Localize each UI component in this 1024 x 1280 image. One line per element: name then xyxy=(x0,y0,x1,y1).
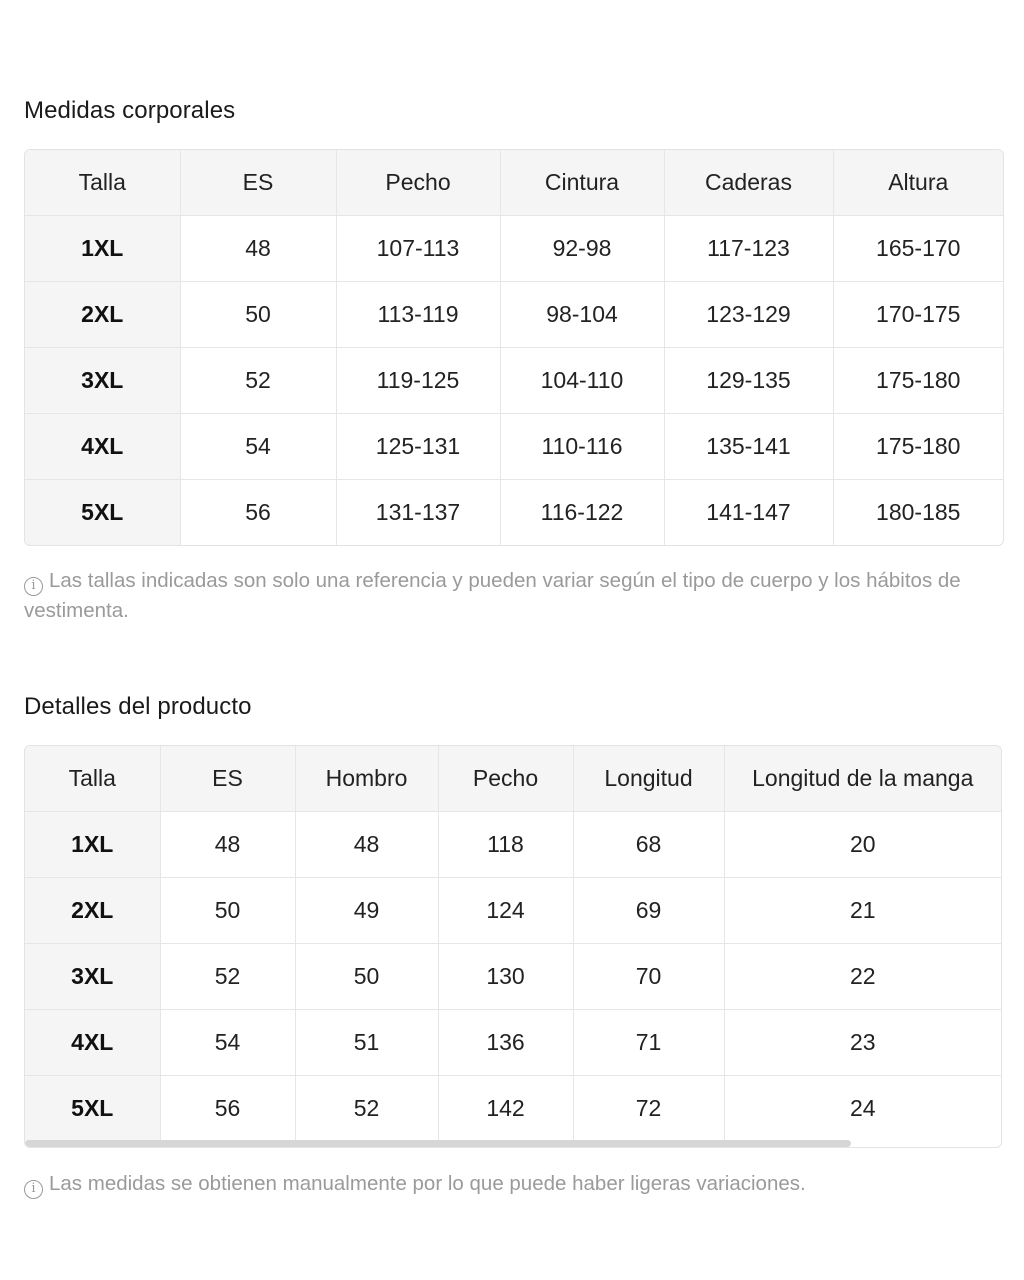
section-title-body-measurements: Medidas corporales xyxy=(24,97,236,124)
column-header: Talla xyxy=(25,150,180,216)
table-cell: 69 xyxy=(573,878,724,944)
scrollbar-thumb[interactable] xyxy=(25,1140,851,1147)
size-cell: 5XL xyxy=(25,480,180,546)
table-cell: 54 xyxy=(160,1010,295,1076)
table-cell: 107-113 xyxy=(336,216,500,282)
table-cell: 52 xyxy=(180,348,336,414)
table-header-row xyxy=(25,746,1001,812)
size-cell: 4XL xyxy=(25,414,180,480)
table-cell: 56 xyxy=(180,480,336,546)
info-icon: i xyxy=(24,577,43,596)
table-cell: 68 xyxy=(573,812,724,878)
table-cell: 71 xyxy=(573,1010,724,1076)
size-cell: 5XL xyxy=(25,1076,160,1142)
table-cell: 23 xyxy=(724,1010,1001,1076)
table-cell: 49 xyxy=(295,878,438,944)
note-text: Las tallas indicadas son solo una referencia y pueden variar según el tipo de cuerpo y los hábitos de vestimenta. xyxy=(24,569,961,622)
table-cell: 123-129 xyxy=(664,282,833,348)
column-header: Longitud de la manga xyxy=(724,746,1001,812)
size-cell: 1XL xyxy=(25,812,160,878)
table-cell: 52 xyxy=(160,944,295,1010)
table-cell: 141-147 xyxy=(664,480,833,546)
body-measurements-table-container xyxy=(24,149,1004,546)
column-header: ES xyxy=(180,150,336,216)
column-header: Altura xyxy=(833,150,1003,216)
table-cell: 119-125 xyxy=(336,348,500,414)
table-cell: 116-122 xyxy=(500,480,664,546)
size-cell: 3XL xyxy=(25,348,180,414)
table-cell: 136 xyxy=(438,1010,573,1076)
table-cell: 70 xyxy=(573,944,724,1010)
table-cell: 104-110 xyxy=(500,348,664,414)
table-cell: 48 xyxy=(180,216,336,282)
table-cell: 56 xyxy=(160,1076,295,1142)
table-cell: 125-131 xyxy=(336,414,500,480)
table-cell: 118 xyxy=(438,812,573,878)
table-cell: 92-98 xyxy=(500,216,664,282)
column-header: Caderas xyxy=(664,150,833,216)
table-cell: 50 xyxy=(160,878,295,944)
table-cell: 48 xyxy=(295,812,438,878)
size-cell: 4XL xyxy=(25,1010,160,1076)
size-cell: 3XL xyxy=(25,944,160,1010)
table-cell: 170-175 xyxy=(833,282,1003,348)
table-cell: 21 xyxy=(724,878,1001,944)
size-cell: 1XL xyxy=(25,216,180,282)
product-details-table xyxy=(25,746,1001,1141)
column-header: Cintura xyxy=(500,150,664,216)
section-title-product-details: Detalles del producto xyxy=(24,693,252,720)
table-row xyxy=(25,480,1003,546)
table-row xyxy=(25,1076,1001,1142)
table-cell: 51 xyxy=(295,1010,438,1076)
column-header: ES xyxy=(160,746,295,812)
table-cell: 72 xyxy=(573,1076,724,1142)
table-cell: 165-170 xyxy=(833,216,1003,282)
body-measurements-note xyxy=(24,566,984,625)
table-cell: 50 xyxy=(295,944,438,1010)
table-row xyxy=(25,414,1003,480)
table-row xyxy=(25,348,1003,414)
table-row xyxy=(25,878,1001,944)
table-cell: 180-185 xyxy=(833,480,1003,546)
column-header: Talla xyxy=(25,746,160,812)
table-header-row xyxy=(25,150,1003,216)
table-cell: 24 xyxy=(724,1076,1001,1142)
table-cell: 22 xyxy=(724,944,1001,1010)
table-cell: 110-116 xyxy=(500,414,664,480)
table-cell: 175-180 xyxy=(833,414,1003,480)
size-cell: 2XL xyxy=(25,282,180,348)
table-cell: 98-104 xyxy=(500,282,664,348)
column-header: Hombro xyxy=(295,746,438,812)
table-cell: 48 xyxy=(160,812,295,878)
table-cell: 50 xyxy=(180,282,336,348)
table-row xyxy=(25,944,1001,1010)
info-icon: i xyxy=(24,1180,43,1199)
column-header: Pecho xyxy=(336,150,500,216)
table-row xyxy=(25,812,1001,878)
table-cell: 142 xyxy=(438,1076,573,1142)
table-cell: 54 xyxy=(180,414,336,480)
table-row xyxy=(25,282,1003,348)
product-details-table-container[interactable] xyxy=(24,745,1002,1148)
body-measurements-table xyxy=(25,150,1003,545)
note-text: Las medidas se obtienen manualmente por lo que puede haber ligeras variaciones. xyxy=(49,1172,806,1195)
table-cell: 135-141 xyxy=(664,414,833,480)
table-cell: 124 xyxy=(438,878,573,944)
size-cell: 2XL xyxy=(25,878,160,944)
table-cell: 129-135 xyxy=(664,348,833,414)
column-header: Longitud xyxy=(573,746,724,812)
table-cell: 52 xyxy=(295,1076,438,1142)
table-row xyxy=(25,1010,1001,1076)
table-cell: 131-137 xyxy=(336,480,500,546)
table-cell: 20 xyxy=(724,812,1001,878)
table-cell: 117-123 xyxy=(664,216,833,282)
horizontal-scrollbar[interactable] xyxy=(25,1139,1001,1147)
table-cell: 130 xyxy=(438,944,573,1010)
product-details-note xyxy=(24,1169,984,1199)
table-cell: 113-119 xyxy=(336,282,500,348)
table-row xyxy=(25,216,1003,282)
column-header: Pecho xyxy=(438,746,573,812)
table-cell: 175-180 xyxy=(833,348,1003,414)
